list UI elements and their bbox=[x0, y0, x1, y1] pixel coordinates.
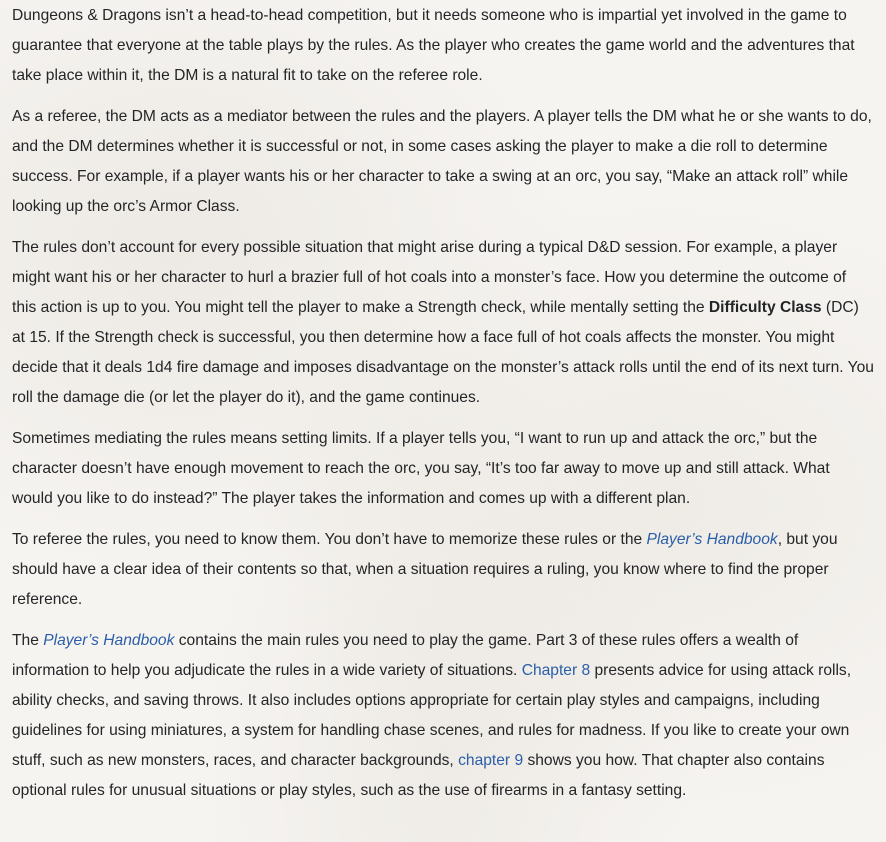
paragraph-text: Sometimes mediating the rules means setting limits. If a player tells you, “I want to run up and attack the orc,” but the character doesn’t have enough movement to reach the orc, you say, “It’s too far away to move up and still attack. What would you like to do instead?” The player takes the information and comes up with a different plan. bbox=[12, 430, 830, 507]
paragraph-text: contains the main rules you need to play the game. Part 3 of these rules offers a wealth of information to help you adjudicate the rules in a wide variety of situations. bbox=[12, 632, 799, 679]
players-handbook-link[interactable]: Player’s Handbook bbox=[43, 632, 175, 649]
paragraph-text: To referee the rules, you need to know them. You don’t have to memorize these rules or the bbox=[12, 531, 647, 548]
paragraph-text: The rules don’t account for every possible situation that might arise during a typical D&D session. For example, a player might want his or her character to hurl a brazier full of hot coals into a monster’s face. How you determine the outcome of this action is up to you. You might tell the player to make a Strength check, while mentally setting the bbox=[12, 239, 847, 316]
paragraph-text: presents advice for using attack rolls, ability checks, and saving throws. It also includes options appropriate for certain play styles and campaigns, including guidelines for using miniatures, a system for handling chase scenes, and rules for madness. If you like to create your own stuff, such as new monsters, races, and character backgrounds, bbox=[12, 662, 852, 769]
chapter-8-link[interactable]: Chapter 8 bbox=[521, 662, 591, 679]
paragraph-mediator bbox=[12, 102, 874, 222]
paragraph-text: (DC) at 15. If the Strength check is successful, you then determine how a face full of hot coals affects the monster. You might decide that it deals 1d4 fire damage and imposes disadvantage on the monster’s attack rolls until the end of its next turn. You roll the damage die (or let the player do it), and the game continues. bbox=[12, 299, 874, 406]
paragraph-referee-role bbox=[12, 1, 874, 91]
players-handbook-link[interactable]: Player’s Handbook bbox=[646, 531, 778, 548]
chapter-9-link[interactable]: chapter 9 bbox=[458, 752, 524, 769]
paragraph-setting-limits bbox=[12, 424, 874, 514]
difficulty-class-term: Difficulty Class bbox=[708, 299, 822, 316]
article-body bbox=[12, 0, 874, 817]
paragraph-text: As a referee, the DM acts as a mediator between the rules and the players. A player tells the DM what he or she wants to do, and the DM determines whether it is successful or not, in some cases asking the player to make a die roll to determine success. For example, if a player wants his or her character to take a swing at an orc, you say, “Make an attack roll” while looking up the orc’s Armor Class. bbox=[12, 108, 872, 215]
paragraph-players-handbook bbox=[12, 626, 874, 806]
paragraph-text: The bbox=[12, 632, 44, 649]
paragraph-text: shows you how. That chapter also contains optional rules for unusual situations or play styles, such as the use of firearms in a fantasy setting. bbox=[12, 752, 825, 799]
paragraph-know-the-rules bbox=[12, 525, 874, 615]
paragraph-text: Dungeons & Dragons isn’t a head-to-head competition, but it needs someone who is impartial yet involved in the game to guarantee that everyone at the table plays by the rules. As the player who creates the game world and the adventures that take place within it, the DM is a natural fit to take on the referee role. bbox=[12, 7, 855, 84]
paragraph-text: , but you should have a clear idea of their contents so that, when a situation requires a ruling, you know where to find the proper reference. bbox=[12, 531, 838, 608]
paragraph-unaccounted-situations bbox=[12, 233, 874, 413]
